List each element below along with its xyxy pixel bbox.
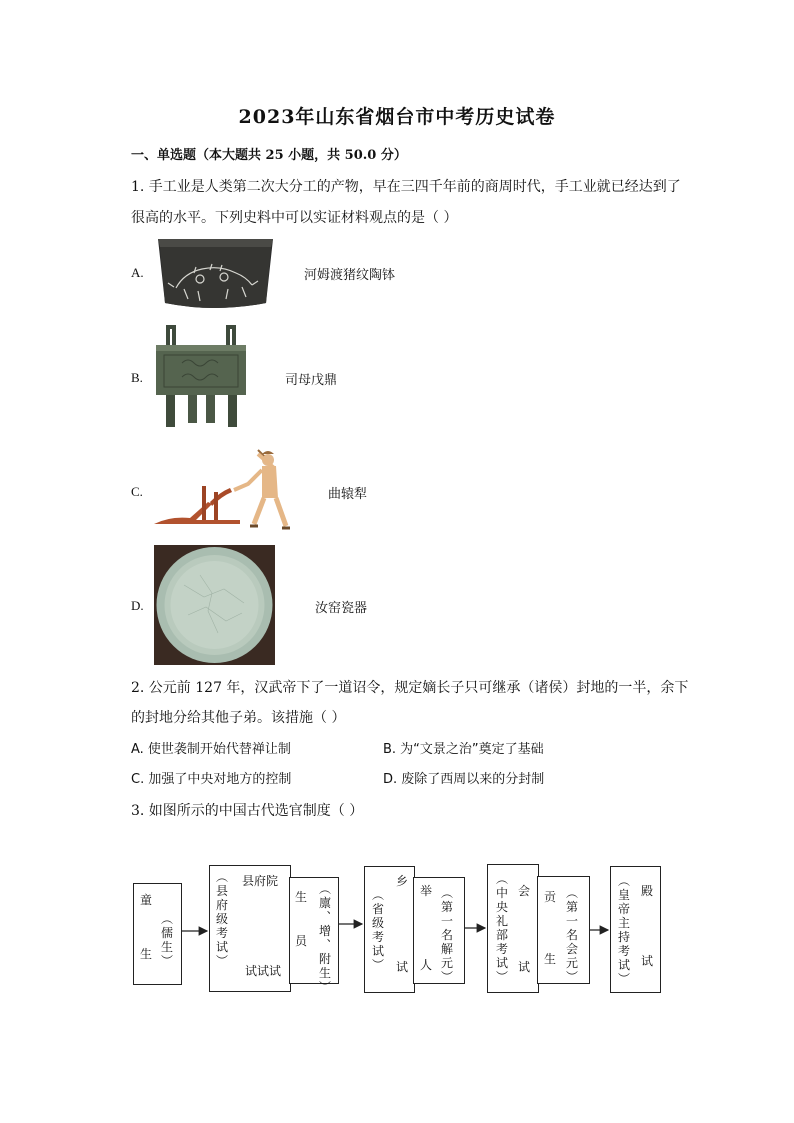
option-a-letter: A. (131, 265, 144, 280)
option-b-letter: B. (131, 370, 143, 385)
flow-text-xianfujikaoshi: ︵ 县 府 级 考 试 ︶ (215, 870, 228, 968)
q2-stem-line2: 的封地分给其他子弟。该措施（ ） (131, 710, 346, 726)
flow-text-rusheng: ︵ 儒 生 ︶ (160, 912, 173, 968)
flow-text-xiang: 乡 (396, 874, 409, 888)
q2-stem-line1: 2. 公元前 127 年，汉武帝下了一道诏令，规定嫡长子只可继承（诸侯）封地的一半，余下 (131, 680, 689, 696)
q3-stem: 3. 如图所示的中国古代选官制度（ ） (131, 803, 364, 819)
flow-text-shi3: 试 (641, 954, 654, 968)
option-c-label: 曲辕犁 (328, 487, 368, 502)
flow-text-diyiming-huiyuan: ︵ 第 一 名 会 元 ︶ (565, 886, 578, 984)
q2-choice-a: A. 使世袭制开始代替禅让制 (131, 742, 291, 757)
flow-text-shengjikaoshi: ︵ 省 级 考 试 ︶ (371, 888, 384, 972)
flow-text-gongsheng: 贡 生 (543, 890, 556, 966)
section-heading: 一、单选题（本大题共 25 小题，共 50.0 分） (131, 148, 407, 163)
q2-choice-c: C. 加强了中央对地方的控制 (131, 772, 292, 787)
flow-text-linzengfu: ︵ 廪 ︑ 增 ︑ 附 生 ︶ (318, 882, 331, 994)
flow-text-shengyuan: 生 员 (294, 890, 307, 948)
q2-choice-b: B. 为“文景之治”奠定了基础 (383, 742, 544, 757)
bronze-ding-image (152, 323, 250, 429)
flow-text-shi1: 试 (396, 960, 409, 974)
page-title: 2023年山东省烟台市中考历史试卷 (238, 106, 556, 128)
pottery-bowl-image (154, 233, 277, 311)
option-d-letter: D. (131, 598, 144, 613)
flow-text-xianfuyuan: 县府院 (242, 874, 279, 888)
flow-text-zhongyang: ︵ 中 央 礼 部 考 试 ︶ (495, 872, 508, 984)
flow-text-shishishi: 试试试 (245, 964, 282, 978)
option-d-label: 汝窑瓷器 (315, 601, 368, 616)
flow-text-huangdi: ︵ 皇 帝 主 持 考 试 ︶ (617, 874, 630, 986)
q1-stem-line2: 很高的水平。下列史料中可以实证材料观点的是（ ） (131, 210, 458, 226)
flow-text-juren: 举 人 (419, 884, 432, 972)
flow-text-tongsheng: 童 生 (139, 893, 152, 961)
ru-porcelain-image (154, 545, 275, 665)
option-b-label-text: 司母戊鼎 (285, 373, 338, 388)
flow-text-diyiming-jieyuan: ︵ 第 一 名 解 元 ︶ (440, 886, 453, 984)
option-c-letter: C. (131, 484, 143, 499)
q2-choice-d: D. 废除了西周以来的分封制 (383, 772, 545, 787)
flow-text-hui: 会 (518, 884, 531, 898)
option-a-label: 河姆渡猪纹陶钵 (304, 268, 396, 283)
curved-plough-image (150, 446, 294, 532)
flow-text-dian: 殿 (641, 884, 654, 898)
flow-text-shi2: 试 (518, 960, 531, 974)
q1-stem-line1: 1. 手工业是人类第二次大分工的产物，早在三四千年前的商周时代，手工业就已经达到了 (131, 179, 681, 195)
